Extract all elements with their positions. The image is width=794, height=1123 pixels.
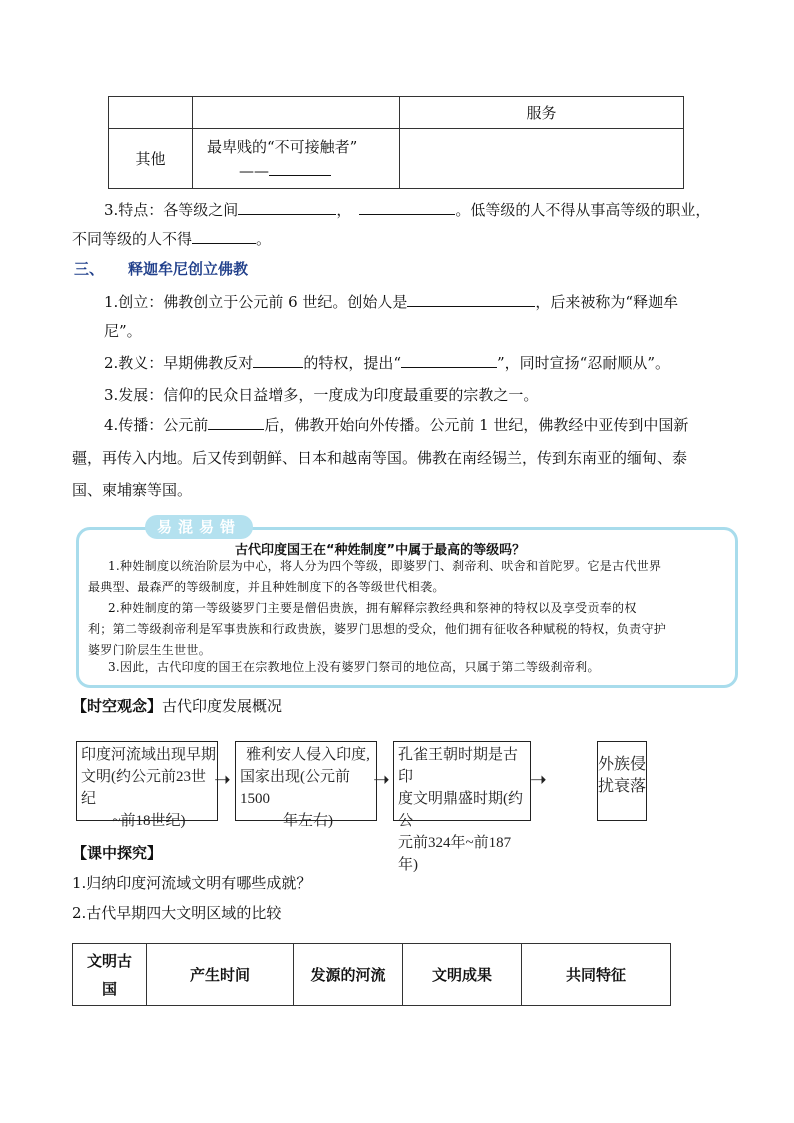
inquiry-q2: 2.古代早期四大文明区域的比较	[72, 904, 282, 922]
table-header-cell: 发源的河流	[294, 944, 403, 1006]
buddhism-p1	[104, 291, 744, 313]
box-line: ~前18世纪)	[112, 813, 186, 829]
header-text: 文明古	[86, 951, 132, 970]
p1-text: ，后来被称为“释迦牟	[535, 293, 679, 311]
table-header-cell	[73, 944, 147, 1006]
caste-table-cell	[109, 97, 193, 129]
untouchables-blank-row	[207, 159, 399, 183]
table-header-cell: 文明成果	[403, 944, 522, 1006]
buddhism-p4-line2: 疆，再传入内地。后又传到朝鲜、日本和越南等国。佛教在南经锡兰，传到东南亚的缅甸、泰	[72, 449, 688, 467]
tip-paragraph: 最典型、最森严的等级制度，并且种姓制度下的各等级世代相袭。	[88, 580, 445, 594]
box-line: 雅利安人侵入印度,	[246, 747, 370, 763]
answer-blank[interactable]	[192, 228, 256, 244]
caste-table-cell	[193, 129, 400, 189]
timeline-box-3	[393, 741, 531, 873]
buddhism-p3: 3.发展：信仰的民众日益增多，一度成为印度最重要的宗教之一。	[104, 386, 539, 404]
box-line: 度文明鼎盛时期(约公	[398, 791, 523, 829]
period: 。	[256, 230, 272, 248]
section3-heading	[74, 258, 714, 280]
p1-text: 1.创立：佛教创立于公元前 6 世纪。创始人是	[104, 293, 408, 311]
answer-blank[interactable]	[401, 352, 497, 368]
heading-bracket: 【时空观念】	[72, 697, 163, 715]
inquiry-q1: 1.归纳印度河流域文明有哪些成就？	[72, 874, 312, 892]
civilization-comparison-table	[72, 943, 671, 1006]
box-line: 孔雀王朝时期是古印	[398, 747, 519, 785]
caste-table-cell: 其他	[109, 129, 193, 189]
caste-table-cell	[400, 129, 684, 189]
point3-line2	[72, 228, 712, 250]
tip-tab-label: 易混易错	[145, 515, 253, 539]
box-line: 文明(约公元前23世纪	[81, 769, 206, 807]
box-line: 元前324年~前187年)	[398, 835, 512, 873]
p4-text: 后，佛教开始向外传播。公元前 1 世纪，佛教经中亚传到中国新	[264, 416, 689, 434]
untouchables-label: 最卑贱的“不可接触者”	[207, 137, 358, 156]
answer-blank[interactable]	[208, 414, 264, 430]
separator: ，	[336, 201, 352, 219]
buddhism-p1-cont: 尼”。	[104, 322, 142, 340]
box-line: 外族侵	[598, 756, 647, 773]
p2-text: ”，同时宣扬“忍耐顺从”。	[496, 354, 670, 372]
dash-text: ——	[239, 161, 269, 180]
buddhism-p4-line3: 国、柬埔寨等国。	[72, 481, 193, 499]
timeline-box-1	[76, 741, 218, 829]
tip-paragraph: 2.种姓制度的第一等级婆罗门主要是僧侣贵族，拥有解释宗教经典和祭神的特权以及享受贡奉的权	[108, 601, 637, 615]
answer-blank[interactable]	[407, 291, 535, 307]
buddhism-p2	[104, 352, 744, 374]
arrow-right-icon: ➝	[530, 767, 547, 791]
tip-title: 古代印度国王在“种姓制度”中属于最高的等级吗？	[235, 543, 526, 558]
point3-text: 不同等级的人不得	[72, 230, 193, 248]
p4-text: 4.传播：公元前	[104, 416, 209, 434]
answer-blank[interactable]	[359, 199, 455, 215]
arrow-right-icon: ➝	[373, 767, 390, 791]
tip-paragraph: 1.种姓制度以统治阶层为中心，将人分为四个等级，即婆罗门、刹帝利、吠舍和首陀罗。它是古代世界	[108, 559, 662, 573]
section-title: 释迦牟尼创立佛教	[128, 260, 249, 278]
arrow-right-icon: ➝	[214, 767, 231, 791]
inquiry-heading: 【课中探究】	[72, 844, 163, 862]
tip-paragraph: 婆罗门阶层生生世世。	[88, 643, 212, 657]
box-line: 国家出现(公元前1500	[240, 769, 350, 807]
table-header-cell: 共同特征	[522, 944, 671, 1006]
section-number: 三、	[74, 260, 105, 278]
p2-text: 的特权，提出“	[303, 354, 401, 372]
p2-text: 2.教义：早期佛教反对	[104, 354, 254, 372]
table-header-cell: 产生时间	[147, 944, 294, 1006]
caste-table-cell: 服务	[400, 97, 684, 129]
header-text: 国	[101, 979, 117, 998]
answer-blank[interactable]	[238, 199, 336, 215]
answer-blank[interactable]	[269, 160, 331, 176]
heading-text: 古代印度发展概况	[162, 697, 283, 715]
timeline-heading	[72, 695, 712, 717]
point3-text: 。低等级的人不得从事高等级的职业，	[455, 201, 711, 219]
box-line: 扰衰落	[598, 778, 647, 795]
point3-text: 3.特点：各等级之间	[104, 201, 239, 219]
point3-line1	[104, 199, 744, 221]
box-line: 年左右)	[283, 813, 333, 829]
timeline-box-4	[597, 741, 647, 821]
box-line: 印度河流域出现早期	[81, 747, 217, 763]
caste-table-cell	[193, 97, 400, 129]
buddhism-p4	[104, 414, 744, 436]
timeline-box-2	[235, 741, 377, 829]
answer-blank[interactable]	[253, 352, 303, 368]
caste-table	[108, 96, 684, 189]
tip-paragraph: 3.因此，古代印度的国王在宗教地位上没有婆罗门祭司的地位高，只属于第二等级刹帝利。	[108, 660, 600, 674]
tip-paragraph: 利；第二等级刹帝利是军事贵族和行政贵族，婆罗门思想的受众，他们拥有征收各种赋税的特权，负责守护	[88, 622, 667, 636]
